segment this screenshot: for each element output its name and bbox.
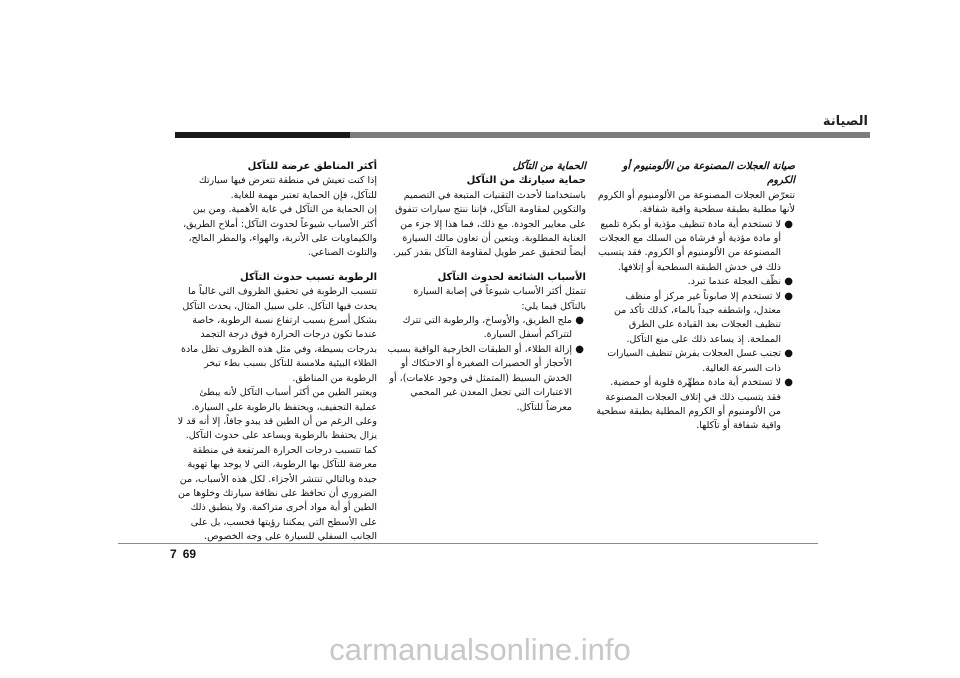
wheel-care-intro: تتعرّض العجلات المصنوعة من الألومنيوم أو الكروم لأنها مطلية بطبقة سطحية واقية شفافة. bbox=[597, 189, 795, 216]
corrosion-areas-heading: أكثر المناطق عرضة للتآكل bbox=[247, 161, 377, 172]
corrosion-heading: الحماية من التآكل bbox=[512, 161, 586, 172]
list-item: ● لا تستخدم أية مادة تنظيف مؤذية أو بكرة تلميع أو مادة مؤذية أو فرشاة من السلك مع العجلات المصنوعة من الألومنيوم أو الكروم. فقد يتسبب ذلك في خدش الطبقة السطحية أو إتلافها. bbox=[598, 218, 793, 273]
corrosion-paragraph-2: تتمثل أكثر الأسباب شيوعاً في إصابة السيارة بالتآكل فيما يلي: bbox=[413, 286, 586, 312]
list-item: ● لا تستخدم أية مادة مطهِّرة قلوية أو حمضية. فقد يتسبب ذلك في إتلاف العجلات المصنوعة من الألومنيوم أو الكروم المطلية بطبقة سطحية واقية شفافة أو تآكلها. bbox=[596, 377, 793, 432]
watermark: carmanualsonline.info bbox=[329, 632, 631, 667]
wheel-care-heading: صيانة العجلات المصنوعة من الألومنيوم أو الكروم bbox=[622, 161, 795, 187]
page-number: 7 69 bbox=[170, 547, 197, 561]
bullet-icon: ● bbox=[784, 290, 793, 302]
moisture-heading: الرطوبة تسبب حدوث التآكل bbox=[240, 271, 377, 283]
header-bar-accent bbox=[350, 132, 870, 138]
corrosion-paragraph-1: باستخدامنا لأحدث التقنيات المتبعة في التصميم والتكوين لمقاومة التآكل، فإننا ننتج سيارات تتفوق على معايير الجودة. مع ذلك، فما هذا إلا جزء من العناية المطلوبة. ويتعين أن تعاون مالك السيارة أيضاً لتحقيق عمر طويل لمقاومة التآكل بقدر كبير. bbox=[392, 189, 586, 259]
bullet-icon: ● bbox=[784, 218, 793, 230]
moisture-paragraph-3: كما تتسبب درجات الحرارة المرتفعة في منطقة معرضة للتآكل بها الرطوبة، التي لا يوجد بها تهوية جيدة وبالتالي تنتشر الأجزاء. لكل هذه الأسباب، من الضروري أن تحافظ على نظافة سيارتك وخلوها من الطين أو أية مواد أخرى متراكمة. ولا ينطبق ذلك على الأسطح التي يمكننا رؤيتها فحسب، بل على الجانب السفلي للسيارة على وجه الخصوص. bbox=[177, 444, 377, 543]
corrosion-causes-list bbox=[386, 314, 586, 415]
column-wheel-care bbox=[595, 160, 795, 434]
moisture-paragraph-1: تتسبب الرطوبة في تحقيق الظروف التي غالباً ما يحدث فيها التآكل. على سبيل المثال، يحدث التآكل بشكل أسرع بسبب ارتفاع نسبة الرطوبة، خاصة عندما تكون درجات الحرارة فوق درجة التجمد بدرجات بسيطة، وفي مثل هذه الظروف تظل مادة الطلاء البيئية ملامسة للتآكل بسبب بطء تبخر الرطوبة من المناطق. bbox=[180, 286, 377, 384]
list-item: ● تجنب غسل العجلات بفرش تنظيف السيارات ذات السرعة العالية. bbox=[607, 348, 793, 374]
footer-divider bbox=[118, 543, 818, 544]
list-item: ● لا تستخدم إلا صابوناً غير مركز أو منظف معتدل، واشطفه جيداً بالماء، كذلك تأكد من تنظيف العجلات بعد القيادة على الطرق المملحة. إذ يساعد ذلك على منع التآكل. bbox=[614, 290, 793, 345]
corrosion-subheading-2: الأسباب الشائعة لحدوث التآكل bbox=[437, 271, 586, 283]
column-corrosion-areas bbox=[177, 160, 377, 545]
corrosion-areas-paragraph-2: إن الحماية من التآكل في غاية الأهمية. ومن بين أكثر الأسباب شيوعاً لحدوث التآكل: أملاح الطريق، والكيماويات على الأتربة، والهواء، والمطر المالح، والتلوث الصناعي. bbox=[183, 204, 377, 259]
bullet-icon: ● bbox=[784, 377, 793, 389]
list-item: ● ملح الطريق، والأوساخ، والرطوبة التي تترك لتتراكم أسفل السيارة. bbox=[402, 315, 584, 341]
list-item: ● إزالة الطلاء، أو الطبقات الخارجية الواقية بسبب الأحجار أو الحصيرات الصغيرة أو الاحتكاك أو الخدش البسيط (المتمثل في وجود علامات)، أو الاعتبارات التي تجعل المعدن غير المحمي معرضاً للتآكل. bbox=[387, 343, 584, 413]
bullet-icon: ● bbox=[784, 276, 793, 288]
wheel-care-list bbox=[595, 218, 795, 434]
moisture-paragraph-2: ويعتبر الطين من أكثر أسباب التآكل لأنه يبطئ عملية التجفيف، ويحتفظ بالرطوبة على السيارة. وعلى الرغم من أن الطين قد يبدو جافاً، إلا أنه قد لا يزال يحتفظ بالرطوبة ويساعد على حدوث التآكل. bbox=[177, 387, 377, 442]
corrosion-subheading-1: حماية سيارتك من التآكل bbox=[466, 175, 586, 187]
corrosion-areas-paragraph-1: إذا كنت تعيش في منطقة تتعرض فيها سيارتك للتآكل، فإن الحماية تعتبر مهمة للغاية. bbox=[198, 175, 377, 201]
bullet-icon: ● bbox=[784, 348, 793, 360]
list-item: ● نظّف العجلة عندما تبرد. bbox=[595, 275, 781, 289]
bullet-icon: ● bbox=[575, 315, 584, 327]
section-title: الصيانة bbox=[822, 114, 868, 129]
bullet-icon: ● bbox=[575, 343, 584, 355]
column-corrosion-protection bbox=[386, 160, 586, 415]
